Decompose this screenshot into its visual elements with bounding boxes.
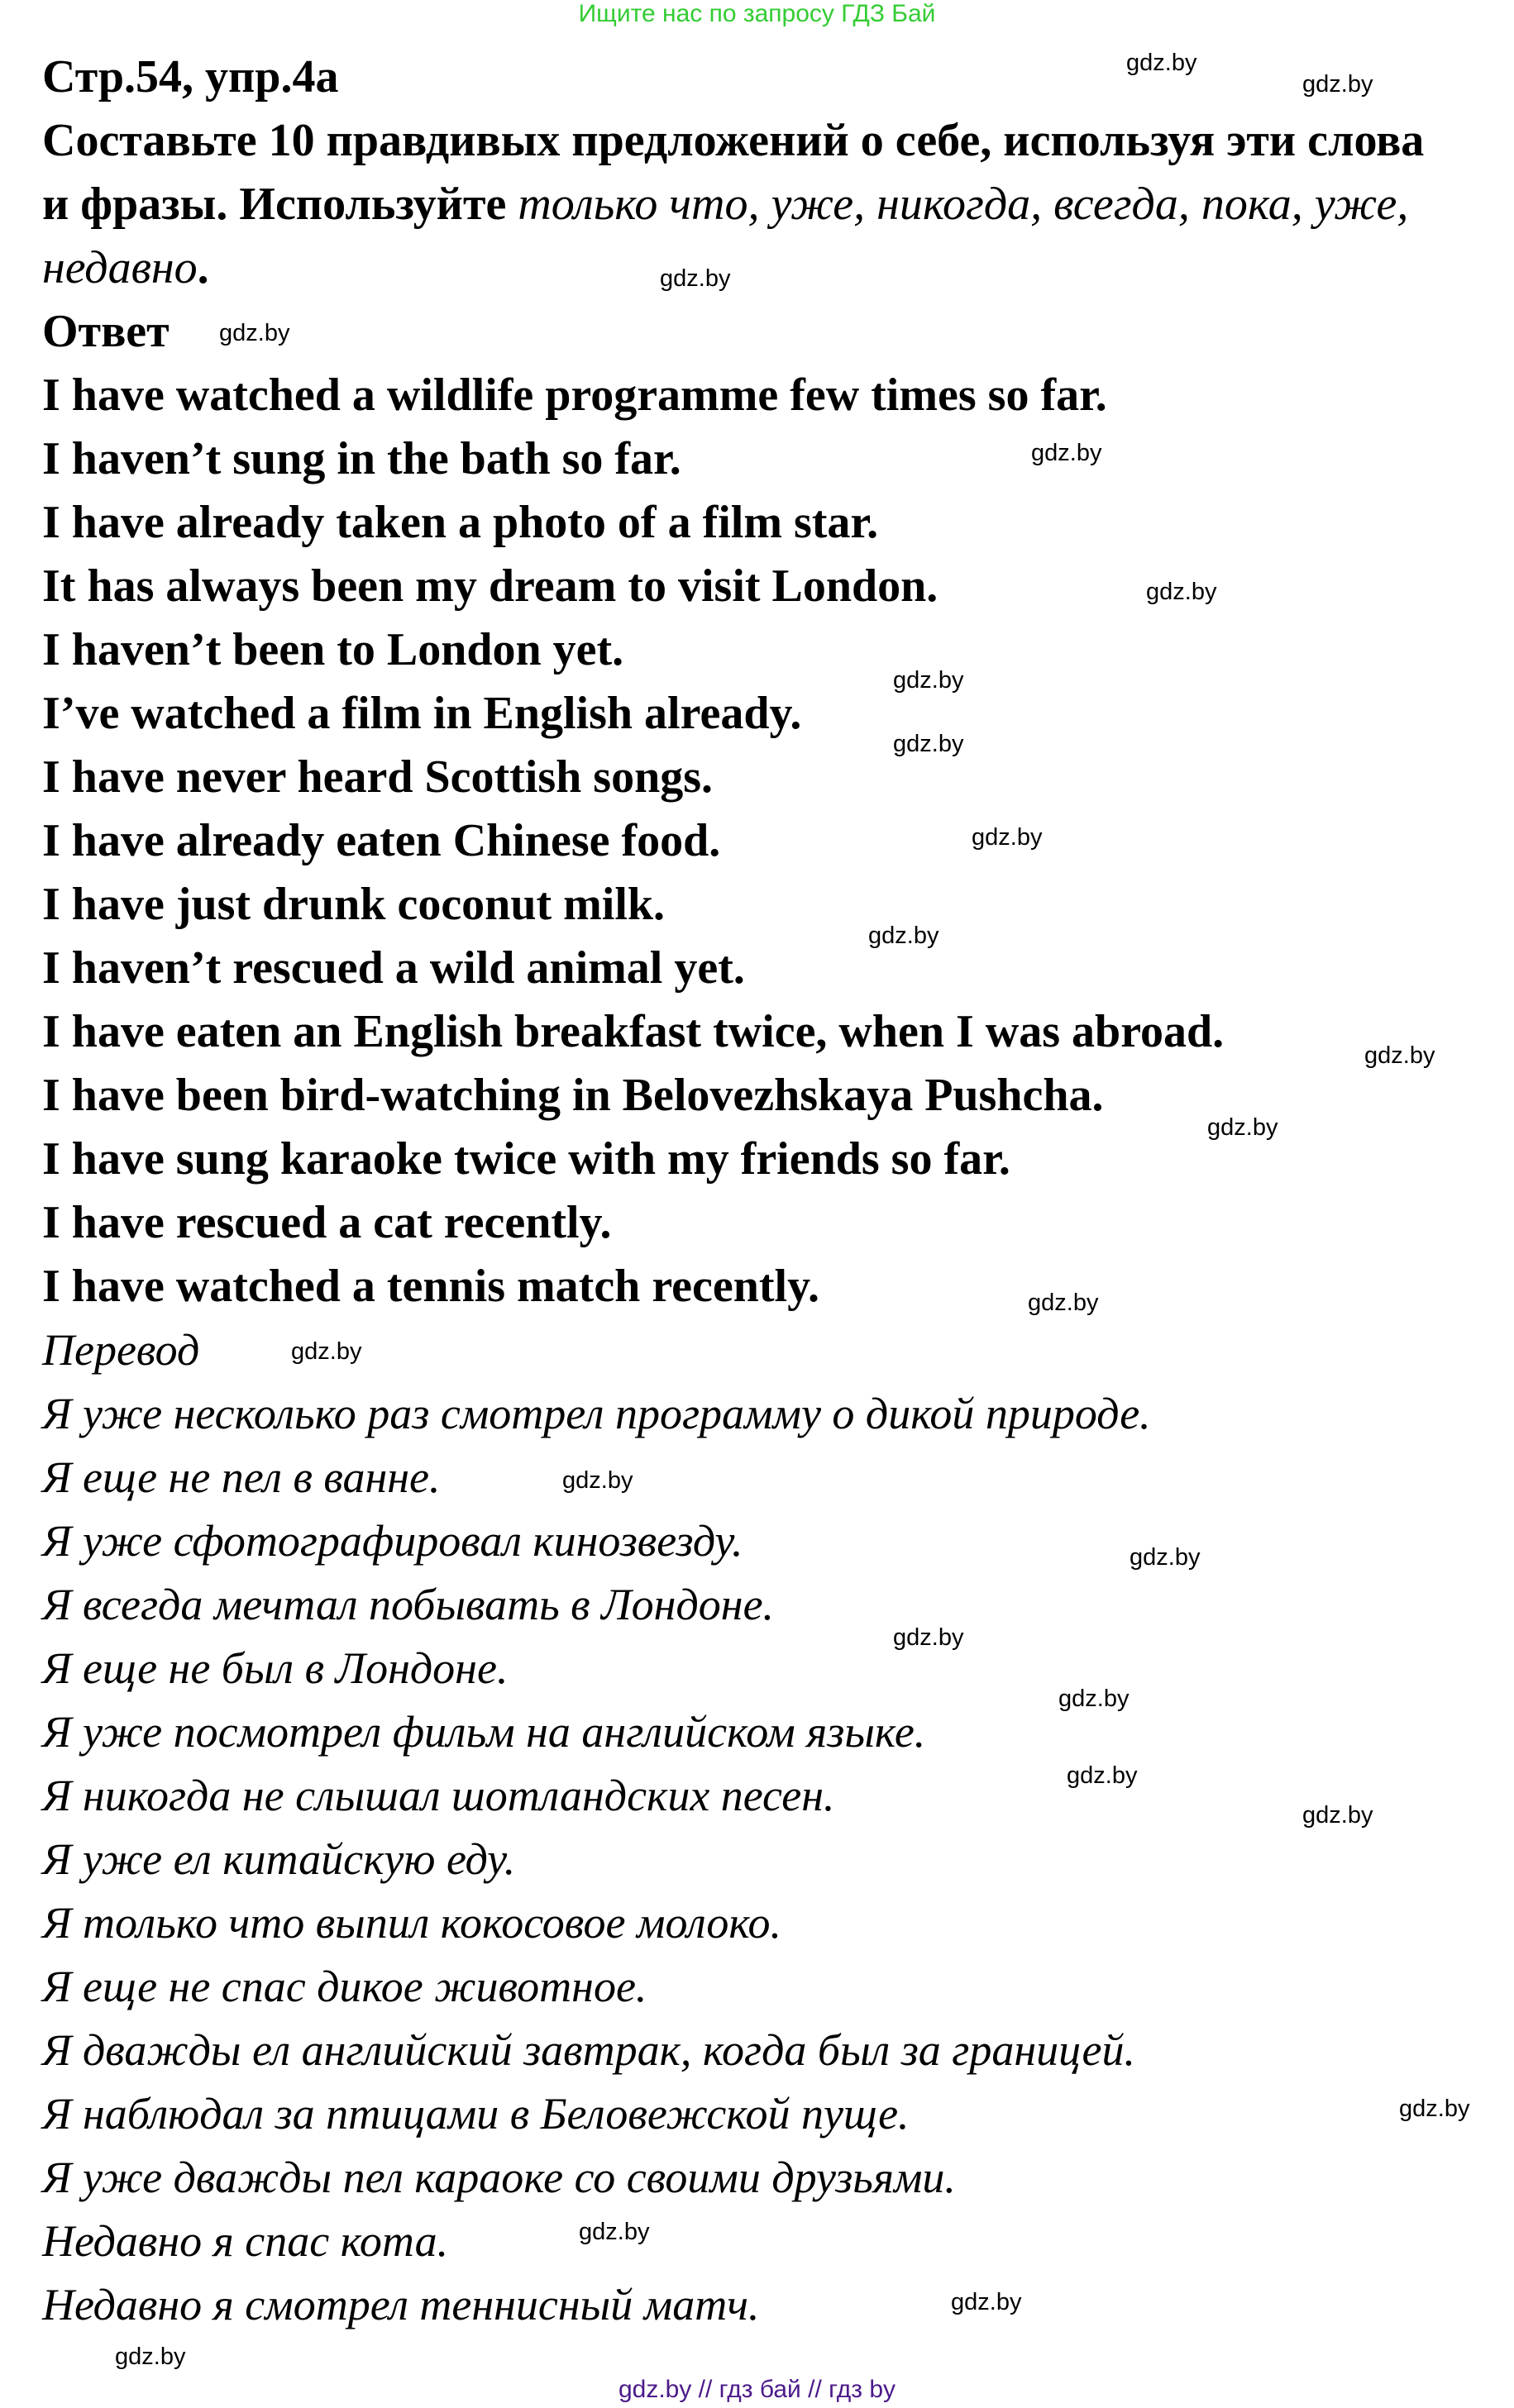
watermark: gdz.by <box>1146 579 1217 605</box>
watermark: gdz.by <box>1130 1544 1201 1571</box>
translation-sentence: Я уже посмотрел фильм на английском языке. <box>42 1707 926 1757</box>
watermark: gdz.by <box>1067 1762 1138 1789</box>
answers-list <box>42 364 1514 1318</box>
answer-sentence: I have already eaten Chinese food. <box>42 815 721 866</box>
task-period: . <box>197 242 209 293</box>
watermark: gdz.by <box>579 2219 650 2245</box>
watermark: gdz.by <box>219 320 290 346</box>
watermark: gdz.by <box>1058 1686 1130 1712</box>
translation-sentence: Я уже дважды пел караоке со своими друзьями. <box>42 2153 956 2202</box>
watermark: gdz.by <box>291 1338 362 1365</box>
translation-sentence: Я еще не был в Лондоне. <box>42 1643 509 1693</box>
task-keywords-end: недавно <box>42 242 198 293</box>
task-line-3 <box>42 236 1514 300</box>
watermark: gdz.by <box>1302 1802 1373 1829</box>
task-keywords: только что, уже, никогда, всегда, пока, уже, <box>518 179 1409 230</box>
watermark: gdz.by <box>1207 1114 1278 1141</box>
answer-sentence: I’ve watched a film in English already. <box>42 688 802 739</box>
footer-links: gdz.by // гдз бай // гдз by <box>618 2376 896 2403</box>
task-line-2 <box>42 173 1514 236</box>
watermark: gdz.by <box>951 2289 1022 2315</box>
answer-sentence: I haven’t been to London yet. <box>42 624 624 675</box>
answer-sentence: I have been bird-watching in Belovezhskaya Pushcha. <box>42 1070 1104 1121</box>
document-body <box>42 45 1514 2337</box>
translation-sentence: Недавно я смотрел теннисный матч. <box>42 2280 760 2329</box>
watermark: gdz.by <box>893 731 964 757</box>
translation-sentence: Я наблюдал за птицами в Беловежской пуще. <box>42 2089 910 2139</box>
watermark: gdz.by <box>1364 1042 1435 1069</box>
task-line-2-bold: и фразы. Используйте <box>42 179 518 230</box>
translation-sentence: Я уже ел китайскую еду. <box>42 1834 516 1884</box>
answer-sentence: I have watched a tennis match recently. <box>42 1261 819 1312</box>
answer-sentence: I have watched a wildlife programme few times so far. <box>42 370 1107 421</box>
answer-sentence: I have sung karaoke twice with my friends so far. <box>42 1133 1010 1185</box>
watermark: gdz.by <box>893 1624 964 1651</box>
search-banner: Ищите нас по запросу ГДЗ Бай <box>578 0 936 27</box>
answer-sentence: I have rescued a cat recently. <box>42 1197 612 1248</box>
watermark: gdz.by <box>1399 2096 1470 2122</box>
translation-sentence: Я только что выпил кокосовое молоко. <box>42 1898 782 1948</box>
translation-sentence: Я уже несколько раз смотрел программу о дикой природе. <box>42 1389 1151 1438</box>
answer-sentence: I have eaten an English breakfast twice, when I was abroad. <box>42 1006 1225 1057</box>
answer-heading: Ответ <box>42 306 170 357</box>
translation-heading: Перевод <box>42 1325 200 1375</box>
answer-sentence: I have already taken a photo of a film star. <box>42 497 879 548</box>
translation-sentence: Я уже сфотографировал кинозвезду. <box>42 1516 743 1566</box>
watermark: gdz.by <box>893 667 964 694</box>
answer-sentence: It has always been my dream to visit London. <box>42 560 938 612</box>
watermark: gdz.by <box>868 923 939 949</box>
watermark: gdz.by <box>972 824 1043 851</box>
page-title: Стр.54, упр.4а <box>42 51 339 103</box>
translation-sentence: Я дважды ел английский завтрак, когда был за границей. <box>42 2025 1135 2075</box>
translation-sentence: Я никогда не слышал шотландских песен. <box>42 1771 835 1820</box>
answer-sentence: I haven’t sung in the bath so far. <box>42 433 681 484</box>
translation-sentence: Недавно я спас кота. <box>42 2216 449 2266</box>
translation-sentence: Я еще не спас дикое животное. <box>42 1962 647 2011</box>
watermark: gdz.by <box>562 1467 633 1494</box>
translation-sentence: Я всегда мечтал побывать в Лондоне. <box>42 1580 775 1629</box>
watermark: gdz.by <box>115 2344 186 2370</box>
answer-sentence: I have just drunk coconut milk. <box>42 879 666 930</box>
translations-list <box>42 1382 1514 2337</box>
watermark: gdz.by <box>1302 71 1373 98</box>
translation-sentence: Я еще не пел в ванне. <box>42 1452 441 1502</box>
task-line-1: Составьте 10 правдивых предложений о себе, используя эти слова <box>42 115 1425 166</box>
watermark: gdz.by <box>1126 50 1197 76</box>
answer-sentence: I haven’t rescued a wild animal yet. <box>42 942 745 994</box>
watermark: gdz.by <box>1031 440 1102 466</box>
answer-sentence: I have never heard Scottish songs. <box>42 751 714 803</box>
watermark: gdz.by <box>660 265 731 292</box>
watermark: gdz.by <box>1028 1290 1099 1316</box>
